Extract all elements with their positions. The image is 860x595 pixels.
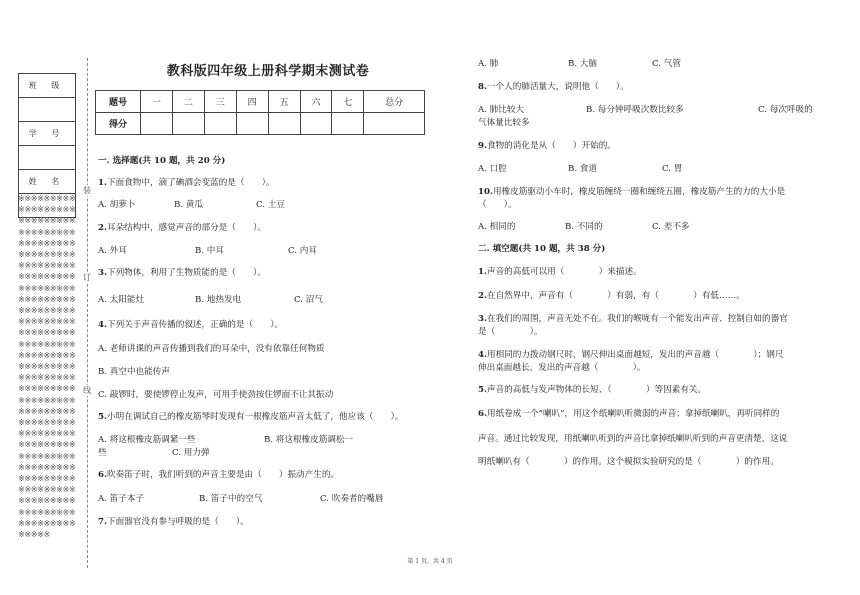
page-footer: 第 1 页，共 4 页 (407, 558, 453, 565)
binding-char-xian: 线 (83, 386, 91, 395)
question-text-wrap: （ ）。 (478, 200, 517, 210)
option-wrap: 气体量比较多 (478, 118, 530, 128)
option: A. 口腔 (478, 164, 507, 174)
binding-char-ding: 订 (83, 273, 91, 282)
option: C. 胃 (662, 164, 683, 174)
question-number: 8. (478, 82, 487, 92)
fill-1 (478, 265, 642, 277)
question-text: 下面器官没有参与呼吸的是（ ）。 (106, 517, 249, 527)
question-number: 2. (478, 291, 487, 301)
option: A. 外耳 (98, 246, 127, 256)
question-text: 一个人的肺活量大，说明他（ ）。 (486, 82, 629, 92)
fill-6 (478, 407, 779, 419)
option: C. 吹奏者的嘴唇 (320, 494, 384, 504)
score-table (95, 90, 425, 135)
student-number-blank[interactable] (19, 146, 76, 170)
question-text: 下面食物中，滴了碘酒会变蓝的是（ ）。 (106, 178, 275, 188)
score-col: 五 (268, 91, 300, 113)
score-row-label: 得分 (96, 113, 141, 135)
score-cell[interactable] (172, 113, 204, 135)
option: A. 肺比较大 (478, 105, 525, 115)
option-wrap: 些 (98, 448, 107, 458)
question-9 (478, 139, 616, 151)
question-text: 耳朵结构中，感觉声音的部分是（ ）。 (106, 223, 266, 233)
option: A. 太阳能灶 (98, 295, 145, 305)
question-text: 下列关于声音传播的叙述，正确的是（ ）。 (106, 320, 284, 330)
score-col: 四 (236, 91, 268, 113)
option: C. 敲锣时，要使锣停止发声，可用手使劲按住锣面不让其振动 (98, 390, 334, 400)
question-number: 3. (478, 314, 487, 324)
question-text: 用相同的力拨动钢尺时，钢尺伸出桌面越短，发出的声音越（ ）；钢尺 (486, 350, 784, 360)
page-title: 教科版四年级上册科学期末测试卷 (166, 64, 370, 79)
option: C. 气管 (652, 59, 681, 69)
option: A. 将这根橡皮筋调紧一些 (98, 435, 196, 445)
fill-3 (478, 312, 788, 324)
option: A. 胡萝卜 (98, 200, 136, 210)
option: B. 地热发电 (195, 295, 242, 305)
question-number: 4. (98, 320, 107, 330)
option: B. 将这根橡皮筋调松一 (264, 435, 354, 445)
question-7 (98, 515, 249, 527)
score-cell[interactable] (236, 113, 268, 135)
question-text: 小明在调试自己的橡皮筋琴时发现有一根橡皮筋声音太低了，他应该（ ）。 (106, 412, 404, 422)
option: B. 笛子中的空气 (199, 494, 263, 504)
option: A. 笛子本子 (98, 494, 145, 504)
score-header-label: 题号 (96, 91, 141, 113)
question-5 (98, 410, 403, 422)
option: A. 老师讲课的声音传播到我们的耳朵中，没有依靠任何物质 (98, 344, 325, 354)
fill-4 (478, 348, 783, 360)
class-blank[interactable] (19, 98, 76, 122)
question-text-wrap: 明纸喇叭有（ ）的作用。这个模拟实验研究的是（ ）的作用。 (478, 457, 779, 467)
option: B. 大脑 (568, 59, 597, 69)
question-text: 在自然界中，声音有（ ）有弱，有（ ）有低……。 (486, 291, 745, 301)
score-cell[interactable] (300, 113, 332, 135)
question-number: 6. (98, 470, 107, 480)
question-text: 用纸卷成一个“喇叭”，用这个纸喇叭听微弱的声音；拿掉纸喇叭，再听同样的 (486, 409, 780, 419)
question-text: 吹奏笛子时，我们听到的声音主要是由（ ）振动产生的。 (106, 470, 340, 480)
score-cell[interactable] (204, 113, 236, 135)
name-label: 姓 名 (19, 170, 76, 194)
score-cell[interactable] (268, 113, 300, 135)
question-3 (98, 266, 266, 278)
option: B. 食道 (568, 164, 597, 174)
question-text: 声音的高低与发声物体的长短、（ ）等因素有关。 (486, 385, 707, 395)
score-col: 二 (172, 91, 204, 113)
question-number: 10. (478, 187, 493, 197)
question-number: 2. (98, 223, 107, 233)
question-number: 9. (478, 141, 487, 151)
option: C. 沼气 (294, 295, 323, 305)
question-number: 5. (478, 385, 487, 395)
score-col: 六 (300, 91, 332, 113)
option: B. 不同的 (565, 222, 603, 232)
option: C. 差不多 (652, 222, 690, 232)
option: C. 内耳 (288, 246, 317, 256)
section1-heading: 一. 选择题(共 10 题，共 20 分) (98, 156, 226, 166)
question-2 (98, 221, 266, 233)
question-number: 5. (98, 412, 107, 422)
option: C. 每次呼吸的 (758, 105, 813, 115)
score-cell[interactable] (364, 113, 425, 135)
score-col: 一 (141, 91, 173, 113)
option: B. 真空中也能传声 (98, 367, 170, 377)
score-cell[interactable] (141, 113, 173, 135)
question-10 (478, 185, 785, 197)
question-text-wrap: 声音。通过比较发现，用纸喇叭听到的声音比拿掉纸喇叭听到的声音更清楚，这说 (478, 434, 788, 444)
question-4 (98, 318, 283, 330)
class-label: 班 级 (19, 74, 76, 98)
question-1 (98, 176, 275, 188)
score-col: 三 (204, 91, 236, 113)
question-6 (98, 468, 339, 480)
option: C. 土豆 (256, 200, 285, 210)
score-col: 七 (332, 91, 364, 113)
question-number: 1. (98, 178, 107, 188)
binding-pattern: ※※※※※※※※※※※※※※※※※※※※※※※※※※※※※※※※※※※※※※※※※※※※※※※※※※※※※※※※※※※※※※※※※※※※※※※※※※※※※※※※※※※※※※※※※※※※※※※※※※※※※※※※※※※※※※※※※※※※※※※※※※※※※※※※※※※※※※※※※※※※※※※※※※※※※※※※※※※※※※※※※※※※※※※※※※※※※※※※※※※※※※※※※※※※※※※※※※※※※※※※※※※※※※※※※※※※※※※※※※※※※※※※※※※※※※※※※※※※※※※※※※※※※※※※※※※※※※※※※※※※※※※※※※※※※※※※※※※ (18, 193, 76, 540)
score-cell[interactable] (332, 113, 364, 135)
student-number-label: 学 号 (19, 122, 76, 146)
option: B. 黄瓜 (174, 200, 203, 210)
section2-heading: 二. 填空题(共 10 题，共 38 分) (478, 244, 606, 254)
question-text: 在我们的周围，声音无处不在。我们的喉咙有一个能发出声音、控制自如的器官 (486, 314, 788, 324)
fill-2 (478, 289, 745, 301)
question-text: 声音的高低可以用（ ）来描述。 (486, 267, 642, 277)
question-text: 食物的消化是从（ ）开始的。 (486, 141, 616, 151)
question-text: 用橡皮筋驱动小车时，橡皮筋缠绕一圈和缠绕五圈，橡皮筋产生的力的大小是 (492, 187, 786, 197)
option: A. 肺 (478, 59, 499, 69)
question-number: 4. (478, 350, 487, 360)
option: B. 中耳 (195, 246, 224, 256)
question-text-wrap: 是（ ）。 (478, 327, 543, 337)
question-number: 7. (98, 517, 107, 527)
option: B. 每分钟呼吸次数比较多 (586, 105, 684, 115)
question-8 (478, 80, 629, 92)
question-text: 下列物体，利用了生物质能的是（ ）。 (106, 268, 266, 278)
question-text-wrap: 伸出桌面越长，发出的声音越（ ）。 (478, 363, 646, 373)
option: A. 相同的 (478, 222, 516, 232)
question-number: 3. (98, 268, 107, 278)
score-col: 总分 (364, 91, 425, 113)
question-number: 1. (478, 267, 487, 277)
binding-line (87, 58, 88, 568)
question-number: 6. (478, 409, 487, 419)
fill-5 (478, 383, 706, 395)
option: C. 用力弹 (172, 448, 210, 458)
binding-char-zhuang: 装 (83, 186, 91, 195)
